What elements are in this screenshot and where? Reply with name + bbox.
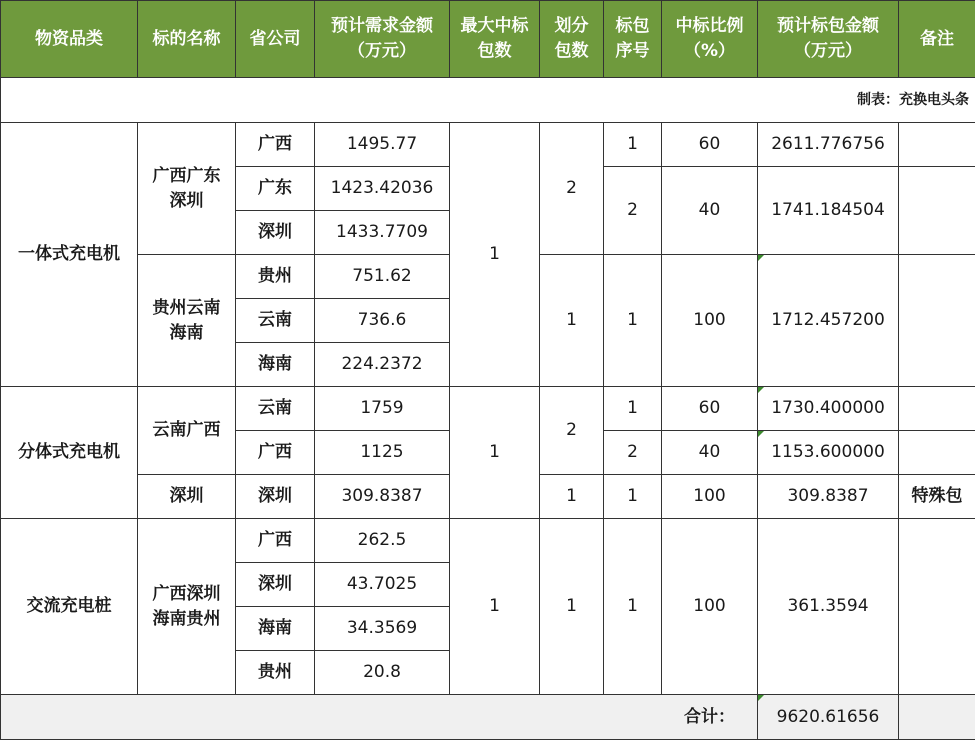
province-cell: 广西 <box>236 519 315 563</box>
divided-packages-cell: 1 <box>540 255 604 387</box>
target-name-cell: 贵州云南 海南 <box>138 255 236 387</box>
demand-amount-cell: 1433.7709 <box>315 211 450 255</box>
province-cell: 广西 <box>236 431 315 475</box>
demand-amount-cell: 262.5 <box>315 519 450 563</box>
ratio-cell: 40 <box>662 431 758 475</box>
remark-cell: 特殊包 <box>899 475 975 519</box>
header-max-packages: 最大中标 包数 <box>450 1 540 78</box>
max-packages-cell: 1 <box>450 519 540 695</box>
province-cell: 云南 <box>236 299 315 343</box>
province-cell: 贵州 <box>236 255 315 299</box>
demand-amount-cell: 1423.42036 <box>315 167 450 211</box>
header-remark: 备注 <box>899 1 975 78</box>
demand-amount-cell: 309.8387 <box>315 475 450 519</box>
divided-packages-cell: 1 <box>540 475 604 519</box>
demand-amount-cell: 1125 <box>315 431 450 475</box>
total-remark <box>899 695 975 740</box>
total-value: 9620.61656 <box>758 695 899 740</box>
remark-cell <box>899 123 975 167</box>
package-amount-cell: 2611.776756 <box>758 123 899 167</box>
table-note: 制表：充换电头条 <box>1 78 975 123</box>
header-category: 物资品类 <box>1 1 138 78</box>
province-cell: 深圳 <box>236 211 315 255</box>
province-cell: 云南 <box>236 387 315 431</box>
total-label: 合计： <box>1 695 758 740</box>
total-row <box>1 695 975 740</box>
ratio-cell: 100 <box>662 475 758 519</box>
divided-packages-cell: 2 <box>540 387 604 475</box>
max-packages-cell: 1 <box>450 123 540 387</box>
package-amount-cell: 1153.600000 <box>758 431 899 475</box>
table-row <box>1 519 975 563</box>
remark-cell <box>899 387 975 431</box>
demand-amount-cell: 20.8 <box>315 651 450 695</box>
header-target-name: 标的名称 <box>138 1 236 78</box>
package-amount-cell: 1741.184504 <box>758 167 899 255</box>
package-seq-cell: 1 <box>604 387 662 431</box>
package-seq-cell: 1 <box>604 255 662 387</box>
ratio-cell: 40 <box>662 167 758 255</box>
demand-amount-cell: 1495.77 <box>315 123 450 167</box>
province-cell: 海南 <box>236 607 315 651</box>
package-amount-cell: 1730.400000 <box>758 387 899 431</box>
package-seq-cell: 1 <box>604 519 662 695</box>
remark-cell <box>899 519 975 695</box>
package-amount-cell: 361.3594 <box>758 519 899 695</box>
max-packages-cell: 1 <box>450 387 540 519</box>
header-ratio: 中标比例 （%） <box>662 1 758 78</box>
remark-cell <box>899 431 975 475</box>
remark-cell <box>899 167 975 255</box>
package-seq-cell: 2 <box>604 431 662 475</box>
province-cell: 贵州 <box>236 651 315 695</box>
category-cell: 一体式充电机 <box>1 123 138 387</box>
header-package-amount: 预计标包金额 （万元） <box>758 1 899 78</box>
remark-cell <box>899 255 975 387</box>
header-divided-packages: 划分 包数 <box>540 1 604 78</box>
divided-packages-cell: 2 <box>540 123 604 255</box>
ratio-cell: 100 <box>662 519 758 695</box>
category-cell: 交流充电桩 <box>1 519 138 695</box>
demand-amount-cell: 34.3569 <box>315 607 450 651</box>
category-cell: 分体式充电机 <box>1 387 138 519</box>
table-row <box>1 387 975 431</box>
demand-amount-cell: 43.7025 <box>315 563 450 607</box>
ratio-cell: 60 <box>662 387 758 431</box>
province-cell: 广西 <box>236 123 315 167</box>
demand-amount-cell: 1759 <box>315 387 450 431</box>
target-name-cell: 云南广西 <box>138 387 236 475</box>
package-amount-cell: 309.8387 <box>758 475 899 519</box>
package-amount-cell: 1712.457200 <box>758 255 899 387</box>
header-package-seq: 标包 序号 <box>604 1 662 78</box>
table-row <box>1 123 975 167</box>
ratio-cell: 100 <box>662 255 758 387</box>
province-cell: 广东 <box>236 167 315 211</box>
target-name-cell: 广西深圳 海南贵州 <box>138 519 236 695</box>
ratio-cell: 60 <box>662 123 758 167</box>
target-name-cell: 广西广东 深圳 <box>138 123 236 255</box>
package-seq-cell: 1 <box>604 475 662 519</box>
province-cell: 深圳 <box>236 475 315 519</box>
package-seq-cell: 1 <box>604 123 662 167</box>
header-demand-amount: 预计需求金额 （万元） <box>315 1 450 78</box>
province-cell: 深圳 <box>236 563 315 607</box>
demand-amount-cell: 751.62 <box>315 255 450 299</box>
demand-amount-cell: 224.2372 <box>315 343 450 387</box>
target-name-cell: 深圳 <box>138 475 236 519</box>
header-province: 省公司 <box>236 1 315 78</box>
package-seq-cell: 2 <box>604 167 662 255</box>
demand-amount-cell: 736.6 <box>315 299 450 343</box>
header-row <box>1 1 975 78</box>
province-cell: 海南 <box>236 343 315 387</box>
note-row <box>1 78 975 123</box>
divided-packages-cell: 1 <box>540 519 604 695</box>
